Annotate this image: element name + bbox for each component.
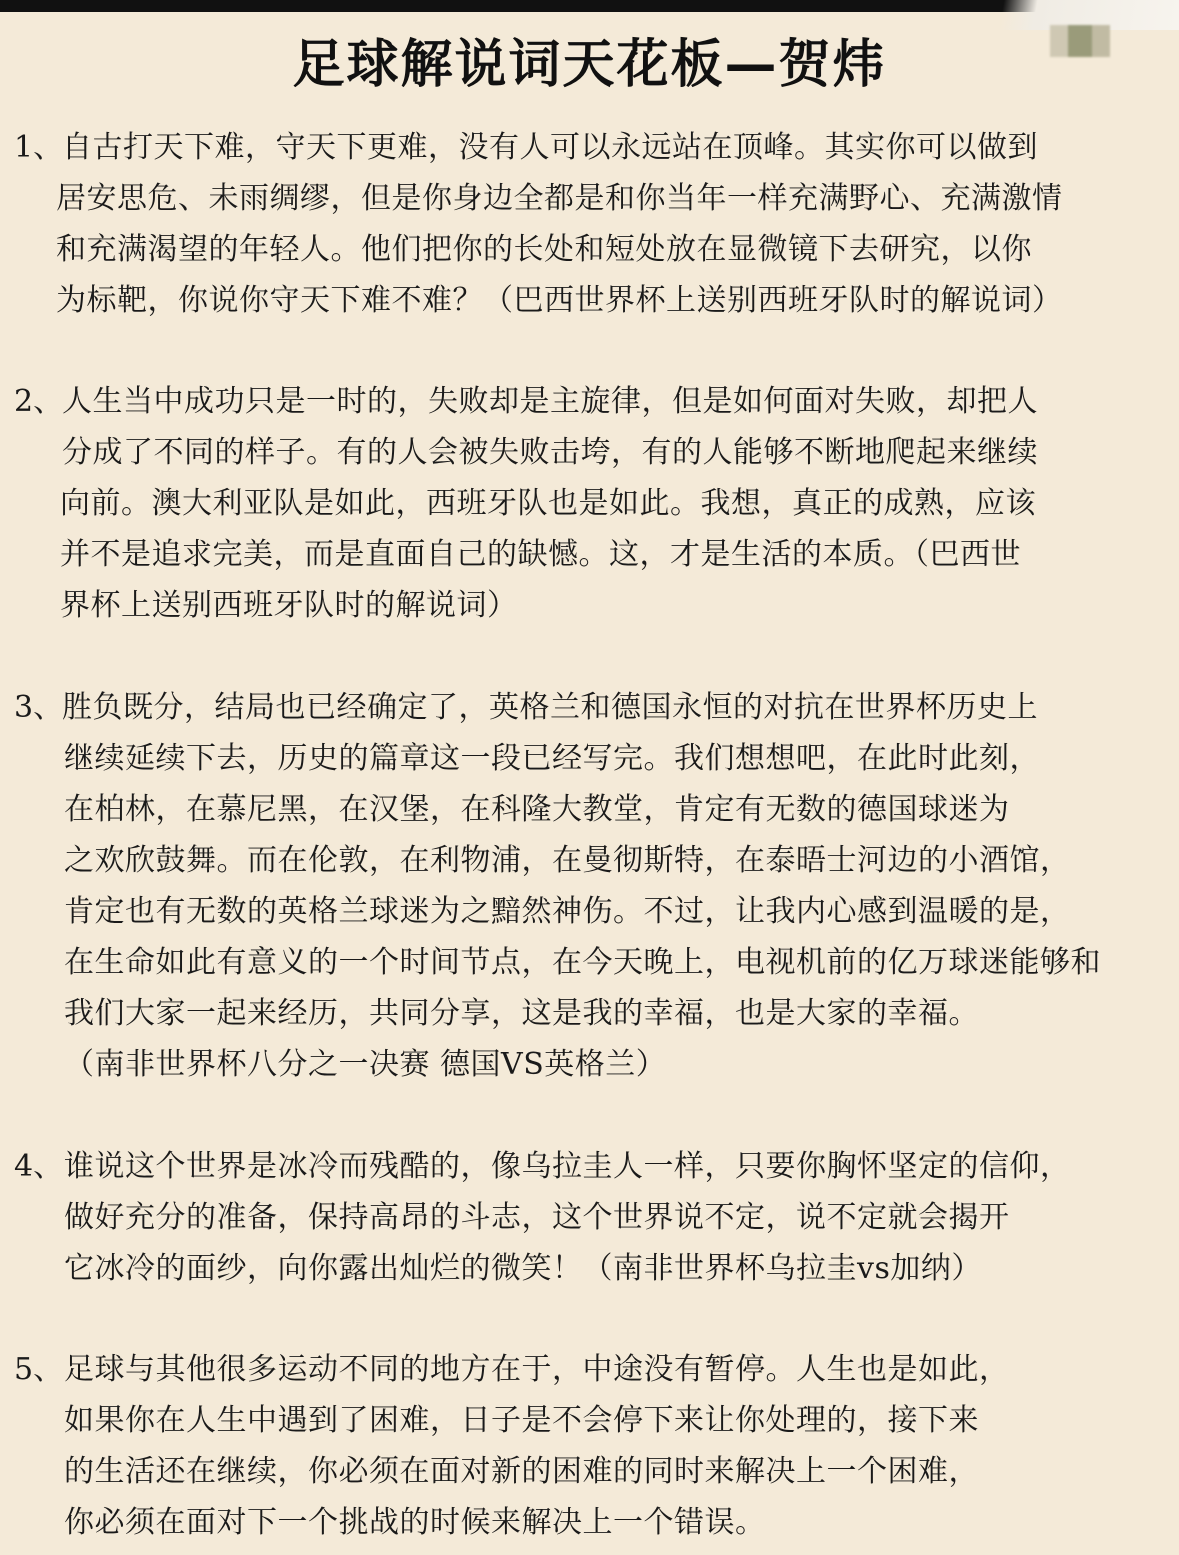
quote-line: 胜负既分，结局也已经确定了，英格兰和德国永恒的对抗在世界杯历史上 bbox=[62, 690, 1038, 725]
quote-line: 做好充分的准备，保持高昂的斗志，这个世界说不定，说不定就会揭开 bbox=[64, 1200, 1010, 1235]
page-title: 足球解说词天花板—贺炜 bbox=[292, 35, 887, 95]
quote-line: 在生命如此有意义的一个时间节点，在今天晚上，电视机前的亿万球迷能够和 bbox=[64, 945, 1101, 980]
quote-line: 自古打天下难，守天下更难，没有人可以永远站在顶峰。其实你可以做到 bbox=[62, 130, 1038, 165]
quote-line: 向前。澳大利亚队是如此，西班牙队也是如此。我想，真正的成熟，应该 bbox=[60, 486, 1036, 521]
item-number: 5、 bbox=[14, 1352, 64, 1387]
quote-line: 我们大家一起来经历，共同分享，这是我的幸福，也是大家的幸福。 bbox=[64, 996, 979, 1031]
quote-line: 并不是追求完美，而是直面自己的缺憾。这，才是生活的本质。（巴西世 bbox=[60, 537, 1021, 572]
item-number: 3、 bbox=[14, 690, 64, 725]
quote-line: 如果你在人生中遇到了困难，日子是不会停下来让你处理的，接下来 bbox=[64, 1403, 979, 1438]
quote-line: 人生当中成功只是一时的，失败却是主旋律，但是如何面对失败，却把人 bbox=[62, 384, 1038, 419]
quote-line: 之欢欣鼓舞。而在伦敦，在利物浦，在曼彻斯特，在泰晤士河边的小酒馆， bbox=[64, 843, 1071, 878]
quote-line: 谁说这个世界是冰冷而残酷的，像乌拉圭人一样，只要你胸怀坚定的信仰， bbox=[64, 1149, 1071, 1184]
item-number: 2、 bbox=[14, 384, 64, 419]
quote-line: 和充满渴望的年轻人。他们把你的长处和短处放在显微镜下去研究，以你 bbox=[56, 232, 1032, 267]
quote-line: 你必须在面对下一个挑战的时候来解决上一个错误。 bbox=[64, 1505, 766, 1540]
quote-line: （南非世界杯八分之一决赛 德国VS英格兰） bbox=[64, 1047, 667, 1082]
quote-line: 在柏林，在慕尼黑，在汉堡，在科隆大教堂，肯定有无数的德国球迷为 bbox=[64, 792, 1010, 827]
quote-line: 为标靶，你说你守天下难不难？（巴西世界杯上送别西班牙队时的解说词） bbox=[56, 283, 1063, 318]
quote-line: 界杯上送别西班牙队时的解说词） bbox=[60, 588, 518, 623]
quote-line: 它冰冷的面纱，向你露出灿烂的微笑！（南非世界杯乌拉圭vs加纳） bbox=[64, 1251, 982, 1286]
quote-line: 分成了不同的样子。有的人会被失败击垮，有的人能够不断地爬起来继续 bbox=[62, 435, 1038, 470]
item-number: 1、 bbox=[14, 130, 64, 165]
quote-line: 居安思危、未雨绸缪，但是你身边全都是和你当年一样充满野心、充满激情 bbox=[56, 181, 1063, 216]
item-number: 4、 bbox=[14, 1149, 64, 1184]
quote-line: 的生活还在继续，你必须在面对新的困难的同时来解决上一个困难， bbox=[64, 1454, 979, 1489]
quote-line: 足球与其他很多运动不同的地方在于，中途没有暂停。人生也是如此， bbox=[64, 1352, 1010, 1387]
quote-line: 肯定也有无数的英格兰球迷为之黯然神伤。不过，让我内心感到温暖的是， bbox=[64, 894, 1071, 929]
quote-line: 继续延续下去，历史的篇章这一段已经写完。我们想想吧，在此时此刻， bbox=[64, 741, 1040, 776]
